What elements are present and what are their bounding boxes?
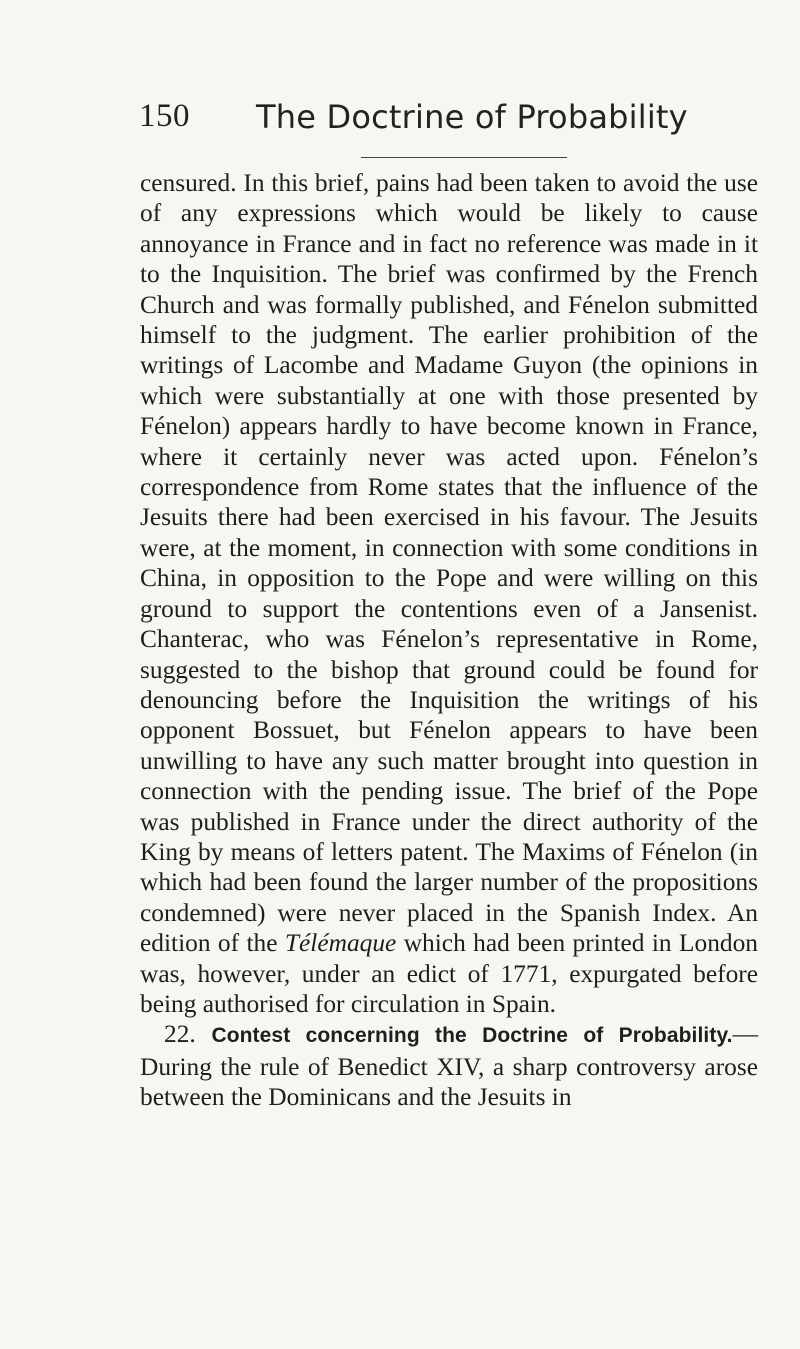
italic-title: Télémaque [284,929,397,958]
section-dash: — [732,1020,758,1049]
paragraph-continuation [140,168,758,1019]
paragraph-text: censured. In this brief, pains had been taken to avoid the use of any expressions which would be likely to cause annoyance in France and in fact no reference was made in it to the Inquisition. The brief was confirmed by the French Church and was formally published, and Fénelon submitted himself to the judgment. The earlier prohibition of the writings of Lacombe and Madame Guyon (the opinions in which were substantially at one with those presented by Fénelon) appears hardly to have become known in France, where it certainly never was acted upon. Fénelon’s correspondence from Rome states that the influence of the Jesuits there had been exercised in his favour. The Jesuits were, at the moment, in connection with some conditions in China, in opposition to the Pope and were willing on this ground to support the contentions even of a Jansenist. Chanterac, who was Fénelon’s representative in Rome, suggested to the bishop that ground could be found for denouncing before the Inquisition the writings of his opponent Bossuet, but Fénelon appears to have been unwilling to have any such matter brought into question in connection with the pending issue. The brief of the Pope was published in France under the direct authority of the King by means of letters patent. The Maxims of Fénelon (in which had been found the larger number of the propositions condemned) were never placed in the Spanish Index. An edition of the [140,169,758,958]
paragraph-text-tail: which had been printed in London was, however, under an edict of 1771, expurgated before being authorised for circulation in Spain. [140,929,758,1018]
header-rule [361,157,567,158]
running-head [139,98,759,148]
section-heading: Contest concerning the Doctrine of Probability. [211,1024,733,1048]
section-text: During the rule of Benedict XIV, a sharp controversy arose between the Dominicans and the Jesuits in [140,1052,758,1112]
body-text [140,168,758,1113]
paragraph-section-22 [140,1019,758,1112]
section-number: 22. [164,1020,196,1049]
running-title: The Doctrine of Probability [256,98,688,136]
page-number: 150 [139,98,190,134]
